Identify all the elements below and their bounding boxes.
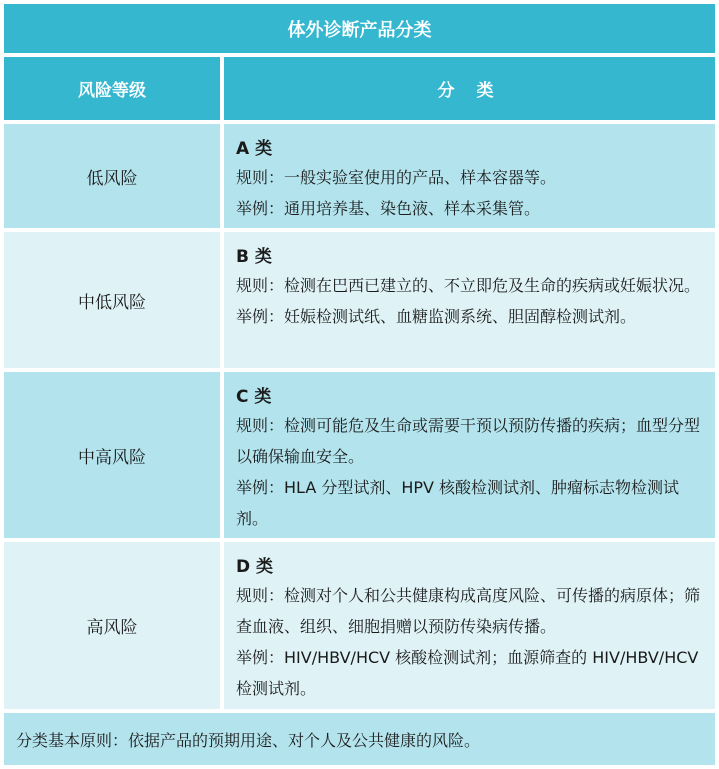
class-cell-a — [224, 124, 715, 228]
class-title-a: A 类 — [236, 139, 273, 159]
table-title: 体外诊断产品分类 — [4, 4, 715, 53]
class-cell-d — [224, 542, 715, 709]
risk-cell-medium-low: 中低风险 — [4, 232, 220, 368]
risk-cell-high: 高风险 — [4, 542, 220, 709]
class-example-d: 举例：HIV/HBV/HCV 核酸检测试剂；血源筛查的 HIV/HBV/HCV 检测试剂。 — [236, 648, 699, 698]
class-title-d: D 类 — [236, 557, 274, 577]
class-example-c: 举例：HLA 分型试剂、HPV 核酸检测试剂、肿瘤标志物检测试剂。 — [236, 478, 680, 528]
class-cell-c — [224, 372, 715, 538]
class-rule-a: 规则：一般实验室使用的产品、样本容器等。 — [236, 168, 557, 187]
risk-cell-medium-high: 中高风险 — [4, 372, 220, 538]
class-title-c: C 类 — [236, 387, 272, 407]
header-risk-level: 风险等级 — [4, 57, 220, 120]
class-cell-b — [224, 232, 715, 368]
classification-principle-footer: 分类基本原则：依据产品的预期用途、对个人及公共健康的风险。 — [4, 713, 715, 765]
class-rule-d: 规则：检测对个人和公共健康构成高度风险、可传播的病原体；筛查血液、组织、细胞捐赠以预防传染病传播。 — [236, 586, 701, 636]
class-example-a: 举例：通用培养基、染色液、样本采集管。 — [236, 199, 541, 218]
class-title-b: B 类 — [236, 247, 272, 267]
header-classification: 分 类 — [224, 57, 715, 120]
class-example-b: 举例：妊娠检测试纸、血糖监测系统、胆固醇检测试剂。 — [236, 307, 637, 326]
class-rule-b: 规则：检测在巴西已建立的、不立即危及生命的疾病或妊娠状况。 — [236, 276, 701, 295]
class-rule-c: 规则：检测可能危及生命或需要干预以预防传播的疾病；血型分型以确保输血安全。 — [236, 416, 701, 466]
risk-cell-low: 低风险 — [4, 124, 220, 228]
